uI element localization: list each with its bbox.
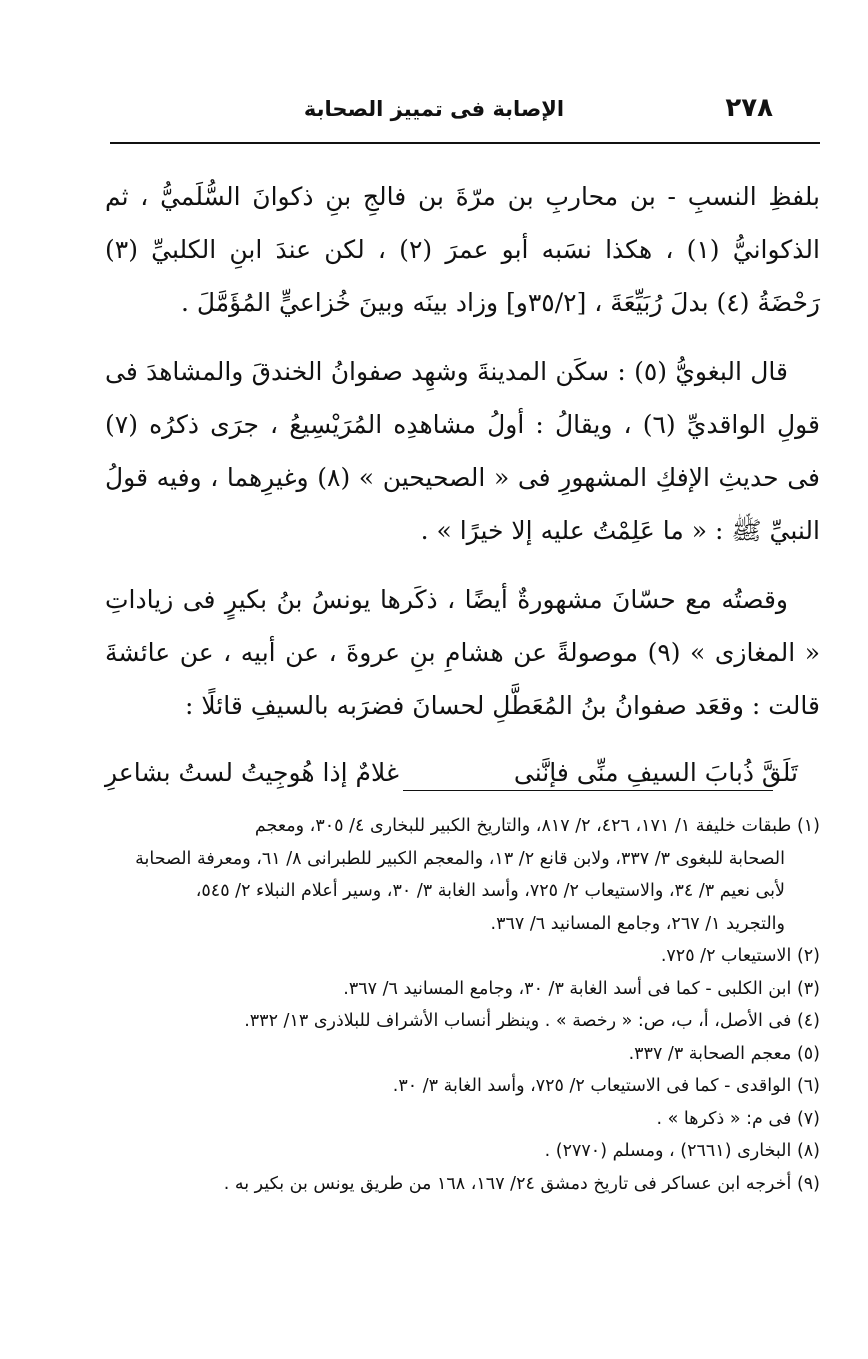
footnote-text: فى م: « ذكرها » .: [656, 1108, 792, 1129]
footnote-text: الاستيعاب ٢/ ٧٢٥.: [660, 946, 792, 966]
page-number: ٢٧٨: [725, 93, 773, 123]
footnote-number: (٨): [796, 1141, 820, 1161]
footnote-7: [105, 1103, 820, 1136]
footnote-1: [105, 810, 820, 940]
footnote-number: (٩): [796, 1173, 820, 1194]
footnote-separator: [403, 790, 773, 791]
footnote-number: (٢): [796, 946, 820, 966]
verse-first-hemistich: تَلَقَّ ذُبابَ السيفِ منِّى فإنَّنى: [513, 758, 798, 787]
footnote-text: ابن الكلبى - كما فى أسد الغابة ٣/ ٣٠، وجامع المسانيد ٦/ ٣٦٧.: [343, 978, 792, 999]
footnote-continuation: لأبى نعيم ٣/ ٣٤، والاستيعاب ٢/ ٧٢٥، وأسد الغابة ٣/ ٣٠، وسير أعلام النبلاء ٢/ ٥٤٥،: [195, 881, 785, 901]
footnote-continuation: الصحابة للبغوى ٣/ ٣٣٧، ولابن قانع ٢/ ١٣، والمعجم الكبير للطبرانى ٨/ ٦١، ومعرفة الصحابة: [135, 848, 785, 869]
footnote-4: [105, 1005, 820, 1038]
footnote-number: (٥): [796, 1043, 820, 1064]
footnote-2: [105, 940, 820, 973]
running-title: الإصابة فى تمييز الصحابة: [303, 97, 565, 121]
footnote-text: الواقدى - كما فى الاستيعاب ٢/ ٧٢٥، وأسد الغابة ٣/ ٣٠.: [392, 1076, 792, 1096]
footnote-text: فى الأصل، أ، ب، ص: « رخصة » . وينظر أنساب الأشراف للبلاذرى ١٣/ ٣٣٢.: [244, 1011, 792, 1031]
footnote-text: طبقات خليفة ١/ ١٧١، ٤٢٦، ٢/ ٨١٧، والتاريخ الكبير للبخارى ٤/ ٣٠٥، ومعجم: [254, 816, 792, 836]
footnote-number: (٤): [796, 1011, 820, 1031]
paragraph-2: قال البغويُّ (٥) : سكَن المدينةَ وشهِد صفوانُ الخندقَ والمشاهدَ فى قولِ الواقديِّ (٦) ، ويقالُ : أولُ مشاهدِه المُرَيْسِيعُ ، جرَى ذكرُه (٧) فى حديثِ الإفكِ المشهورِ فى « الصحيحين » (٨) وغيرِهما ، وفيه قولُ النبيِّ ﷺ : « ما عَلِمْتُ عليه إلا خيرًا » .: [105, 357, 820, 545]
footnote-continuation: والتجريد ١/ ٢٦٧، وجامع المسانيد ٦/ ٣٦٧.: [490, 913, 785, 934]
footnote-text: أخرجه ابن عساكر فى تاريخ دمشق ٢٤/ ١٦٧، ١٦٨ من طريق يونس بن بكير به .: [223, 1173, 792, 1194]
footnote-number: (٧): [796, 1108, 820, 1129]
footnote-number: (٦): [796, 1076, 820, 1096]
footnote-5: [105, 1038, 820, 1071]
paragraph-3: وقصتُه مع حسّانَ مشهورةٌ أيضًا ، ذكَرها يونسُ بنُ بكيرٍ فى زياداتِ « المغازى » (٩) موصولةً عن هشامِ بنِ عروةَ ، عن أبيه ، عن عائشةَ قالت : وقعَد صفوانُ بنُ المُعَطَّلِ لحسانَ فضرَبه بالسيفِ قائلًا :: [105, 585, 820, 720]
paragraph-1: بلفظِ النسبِ - بن محاربِ بن مرّةَ بن فالجِ بنِ ذكوانَ السُّلَميُّ ، ثم الذكوانيُّ (١) ، هكذا نسَبه أبو عمرَ (٢) ، لكن عندَ ابنِ الكلبيِّ (٣) رَحْضَةُ (٤) بدلَ رُبَيِّعَةَ ، [٣٥/٢و] وزاد بينَه وبينَ خُزاعيٍّ المُؤَمَّلَ .: [105, 182, 820, 317]
footnote-8: [105, 1135, 820, 1168]
header-rule: [110, 142, 820, 144]
footnote-text: معجم الصحابة ٣/ ٣٣٧.: [628, 1043, 792, 1064]
footnote-number: (١): [796, 816, 820, 836]
footnote-9: [105, 1168, 820, 1201]
poetry-verse: [105, 746, 820, 799]
verse-second-hemistich: غلامٌ إذا هُوجِيتُ لستُ بشاعرِ: [105, 758, 399, 787]
footnote-number: (٣): [796, 978, 820, 999]
footnote-text: البخارى (٢٦٦١) ، ومسلم (٢٧٧٠) .: [544, 1141, 792, 1161]
main-text: [105, 170, 820, 799]
footnote-3: [105, 973, 820, 1006]
footnotes: [105, 810, 820, 1200]
footnote-6: [105, 1070, 820, 1103]
